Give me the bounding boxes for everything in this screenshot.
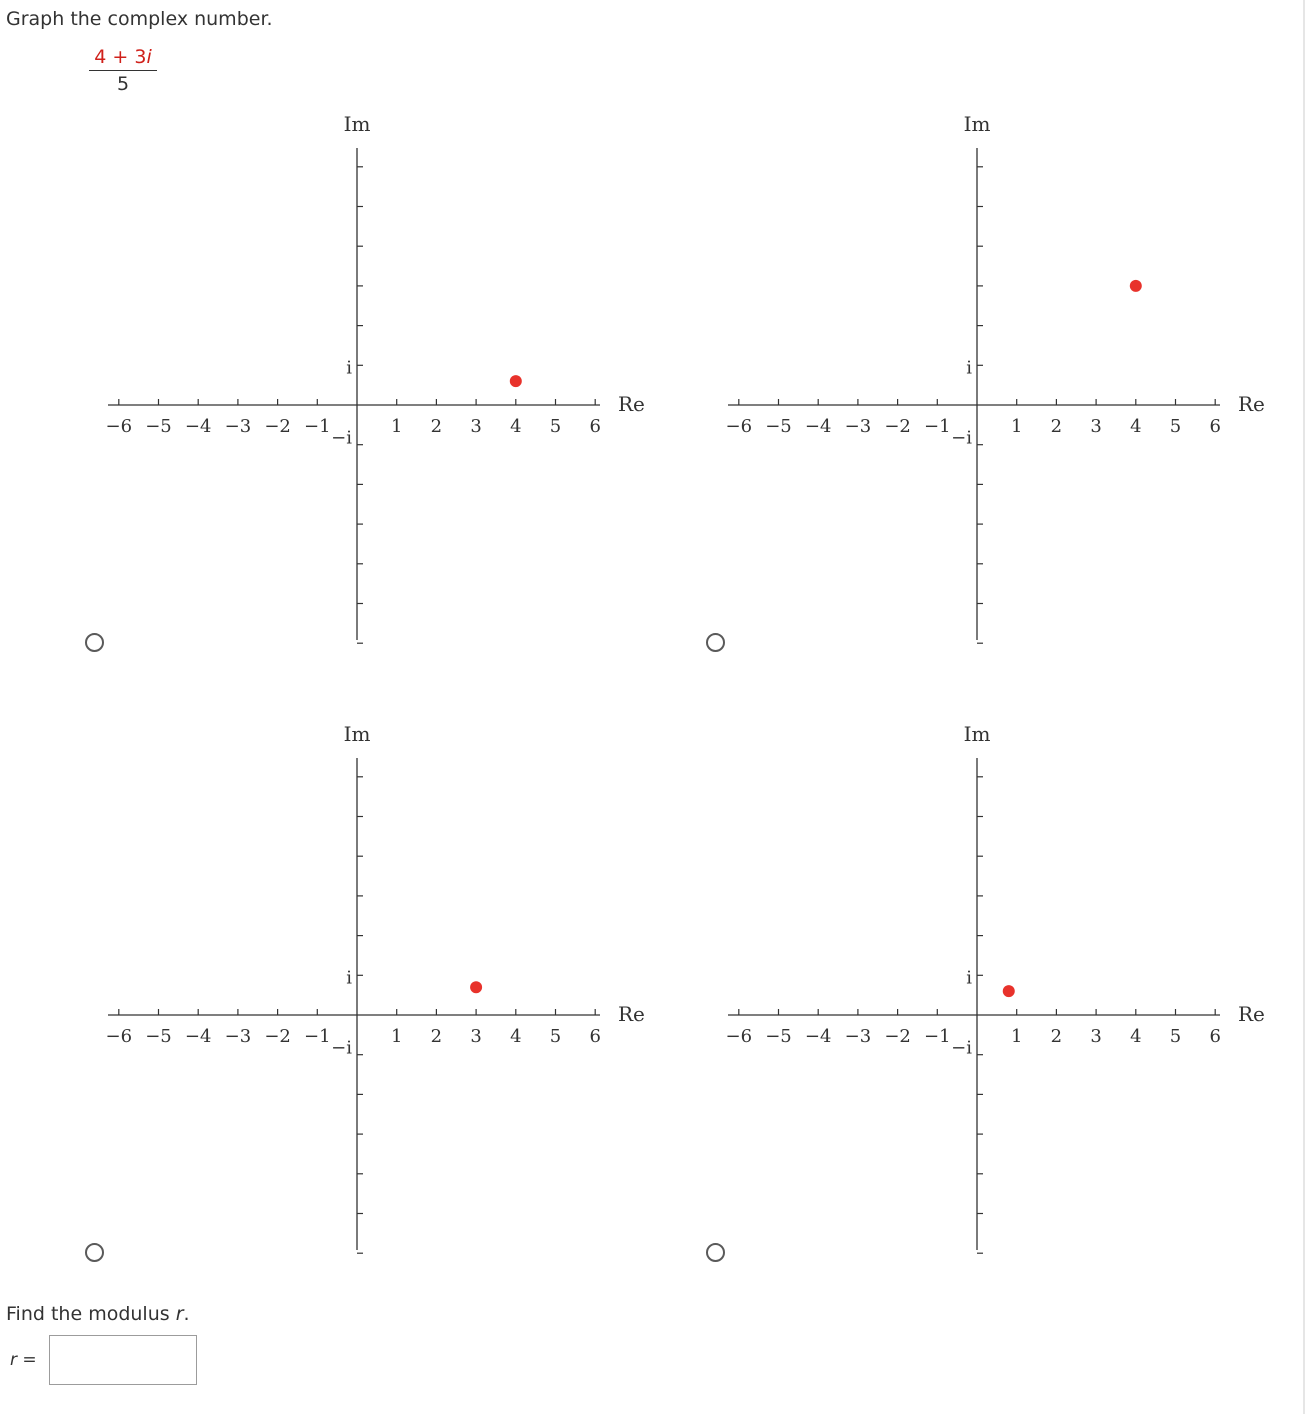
- complex-plane-graph-b: [620, 100, 1265, 680]
- x-tick-label: 1: [390, 416, 403, 437]
- x-tick-label: 4: [510, 1026, 522, 1047]
- x-tick-label: 5: [1169, 1026, 1182, 1047]
- choice-d-radio[interactable]: [706, 1243, 725, 1262]
- re-axis-label: Re: [618, 392, 645, 416]
- x-tick-label: 6: [589, 1026, 601, 1047]
- x-tick-label: −4: [804, 1026, 832, 1047]
- plotted-point: [470, 981, 482, 993]
- modulus-instruction: [6, 1303, 190, 1325]
- x-tick-label: −3: [844, 416, 872, 437]
- x-tick-label: −5: [765, 1026, 792, 1047]
- x-tick-label: −6: [105, 416, 133, 437]
- numerator-text: 4 + 3: [94, 46, 147, 68]
- x-tick-label: −5: [145, 416, 172, 437]
- fraction-numerator: [89, 46, 157, 71]
- x-tick-label: −4: [184, 416, 212, 437]
- choice-b-radio[interactable]: [706, 633, 725, 652]
- x-tick-label: 6: [1209, 1026, 1221, 1047]
- x-tick-label: −3: [224, 1026, 252, 1047]
- re-axis-label: Re: [1238, 392, 1265, 416]
- x-tick-label: 4: [510, 416, 522, 437]
- complex-plane-graph-c: [0, 710, 645, 1290]
- answer-variable: r: [10, 1350, 17, 1370]
- x-tick-label: 3: [1090, 1026, 1102, 1047]
- x-tick-label: 4: [1130, 1026, 1142, 1047]
- y-tick-label-neg-i: −i: [951, 427, 972, 449]
- complex-plane-graph-d: [620, 710, 1265, 1290]
- y-tick-label-i: i: [966, 967, 972, 989]
- complex-plane-graph-a: [0, 100, 645, 680]
- x-tick-label: 1: [1010, 1026, 1023, 1047]
- x-tick-label: −2: [264, 1026, 291, 1047]
- x-tick-label: 2: [1050, 1026, 1063, 1047]
- answer-equals: =: [17, 1350, 37, 1370]
- x-tick-label: 5: [549, 1026, 562, 1047]
- x-tick-label: −5: [145, 1026, 172, 1047]
- plotted-point: [1130, 280, 1142, 292]
- x-tick-label: −4: [804, 416, 832, 437]
- x-tick-label: −2: [264, 416, 291, 437]
- y-tick-label-i: i: [346, 967, 352, 989]
- modulus-period: .: [183, 1303, 190, 1325]
- modulus-text: Find the modulus: [6, 1303, 176, 1325]
- question-prompt: Graph the complex number.: [6, 8, 273, 30]
- answer-choice-b[interactable]: [620, 100, 1265, 710]
- x-tick-label: −1: [304, 416, 331, 437]
- x-tick-label: −6: [725, 416, 753, 437]
- x-tick-label: 1: [390, 1026, 403, 1047]
- choice-a-radio[interactable]: [85, 633, 104, 652]
- x-tick-label: −2: [884, 1026, 911, 1047]
- re-axis-label: Re: [618, 1002, 645, 1026]
- modulus-answer-input[interactable]: [49, 1335, 197, 1385]
- x-tick-label: 3: [470, 1026, 482, 1047]
- x-tick-label: −3: [224, 416, 252, 437]
- y-tick-label-neg-i: −i: [331, 427, 352, 449]
- x-tick-label: 3: [1090, 416, 1102, 437]
- x-tick-label: 5: [549, 416, 562, 437]
- complex-number-fraction: [89, 46, 157, 95]
- x-tick-label: 5: [1169, 416, 1182, 437]
- x-tick-label: 4: [1130, 416, 1142, 437]
- answer-choice-d[interactable]: [620, 710, 1265, 1320]
- x-tick-label: −6: [105, 1026, 133, 1047]
- im-axis-label: Im: [963, 112, 991, 136]
- x-tick-label: −5: [765, 416, 792, 437]
- x-tick-label: −4: [184, 1026, 212, 1047]
- y-tick-label-i: i: [346, 357, 352, 379]
- im-axis-label: Im: [343, 722, 371, 746]
- x-tick-label: −1: [924, 416, 951, 437]
- x-tick-label: −6: [725, 1026, 753, 1047]
- x-tick-label: 2: [430, 416, 443, 437]
- choice-c-radio[interactable]: [85, 1243, 104, 1262]
- im-axis-label: Im: [343, 112, 371, 136]
- modulus-variable: r: [175, 1303, 184, 1325]
- x-tick-label: 2: [430, 1026, 443, 1047]
- y-tick-label-i: i: [966, 357, 972, 379]
- y-tick-label-neg-i: −i: [951, 1037, 972, 1059]
- fraction-denominator: 5: [116, 73, 130, 95]
- right-border: [1303, 0, 1305, 1414]
- answer-choice-c[interactable]: [0, 710, 645, 1320]
- answer-choice-a[interactable]: [0, 100, 645, 710]
- x-tick-label: 6: [1209, 416, 1221, 437]
- x-tick-label: −1: [304, 1026, 331, 1047]
- im-axis-label: Im: [963, 722, 991, 746]
- re-axis-label: Re: [1238, 1002, 1265, 1026]
- x-tick-label: 1: [1010, 416, 1023, 437]
- x-tick-label: −2: [884, 416, 911, 437]
- plotted-point: [1003, 985, 1015, 997]
- x-tick-label: −1: [924, 1026, 951, 1047]
- x-tick-label: −3: [844, 1026, 872, 1047]
- answer-label: [10, 1350, 37, 1370]
- plotted-point: [510, 375, 522, 387]
- numerator-imag-unit: i: [146, 46, 152, 68]
- x-tick-label: 2: [1050, 416, 1063, 437]
- x-tick-label: 3: [470, 416, 482, 437]
- y-tick-label-neg-i: −i: [331, 1037, 352, 1059]
- x-tick-label: 6: [589, 416, 601, 437]
